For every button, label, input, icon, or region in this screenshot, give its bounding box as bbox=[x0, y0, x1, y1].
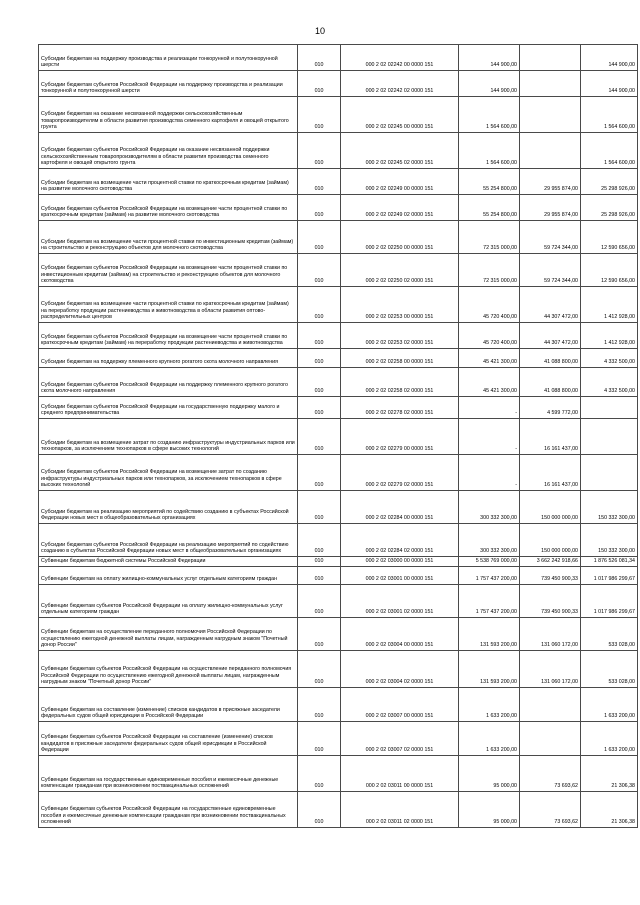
row-code-cell: 010 bbox=[298, 618, 341, 651]
row-name-cell: Субвенции бюджетам на оплату жилищно-коммунальных услуг отдельным категориям граждан bbox=[39, 567, 298, 585]
row-name-cell: Субвенции бюджетам на государственные единовременные пособия и ежемесячные денежные компенсации гражданам при возникновении поствакцинальных осложнений bbox=[39, 756, 298, 792]
row-kbk-cell: 000 2 02 02242 00 0000 151 bbox=[341, 45, 459, 71]
row-remaining-cell bbox=[581, 419, 638, 455]
row-remaining-cell: 144 900,00 bbox=[581, 71, 638, 97]
row-approved-cell: 144 900,00 bbox=[459, 71, 520, 97]
row-name-cell: Субсидии бюджетам на возмещение затрат по созданию инфраструктуры индустриальных парков или технопарков, за исключением технопарков в сфере высоких технологий bbox=[39, 419, 298, 455]
row-name-cell: Субсидии бюджетам на возмещение части процентной ставки по краткосрочным кредитам (займам) на переработку продукции растениеводства и животноводства в области развития оптово-распределительных центров bbox=[39, 287, 298, 323]
row-name-cell: Субсидии бюджетам субъектов Российской Федерации на поддержку производства и реализации тонкорунной и полутонкорунной шерсти bbox=[39, 71, 298, 97]
row-code-cell: 010 bbox=[298, 133, 341, 169]
row-kbk-cell: 000 2 02 02250 02 0000 151 bbox=[341, 254, 459, 287]
row-kbk-cell: 000 2 02 02253 02 0000 151 bbox=[341, 323, 459, 349]
row-kbk-cell: 000 2 02 03001 02 0000 151 bbox=[341, 585, 459, 618]
table-row bbox=[39, 323, 638, 349]
row-executed-cell: 739 450 900,33 bbox=[520, 567, 581, 585]
row-kbk-cell: 000 2 02 03011 02 0000 151 bbox=[341, 792, 459, 828]
row-approved-cell: 1 564 600,00 bbox=[459, 133, 520, 169]
row-kbk-cell: 000 2 02 02284 00 0000 151 bbox=[341, 491, 459, 524]
table-row bbox=[39, 419, 638, 455]
row-name-cell: Субсидии бюджетам субъектов Российской Федерации на возмещение затрат по созданию инфраструктуры индустриальных парков или технопарков, за исключением технопарков в сфере высоких технологий bbox=[39, 455, 298, 491]
row-name-cell: Субвенции бюджетам субъектов Российской Федерации на составление (изменение) списков кандидатов в присяжные заседатели федеральных судов общей юрисдикции в Российской Федерации bbox=[39, 722, 298, 756]
row-approved-cell: 5 538 769 000,00 bbox=[459, 557, 520, 567]
row-code-cell: 010 bbox=[298, 651, 341, 688]
row-kbk-cell: 000 2 02 02279 02 0000 151 bbox=[341, 455, 459, 491]
row-code-cell: 010 bbox=[298, 254, 341, 287]
row-remaining-cell: 533 028,00 bbox=[581, 618, 638, 651]
row-executed-cell: 150 000 000,00 bbox=[520, 524, 581, 557]
row-kbk-cell: 000 2 02 03007 00 0000 151 bbox=[341, 688, 459, 722]
table-row bbox=[39, 133, 638, 169]
row-code-cell: 010 bbox=[298, 349, 341, 368]
row-approved-cell: 45 421 300,00 bbox=[459, 368, 520, 397]
row-code-cell: 010 bbox=[298, 792, 341, 828]
row-code-cell: 010 bbox=[298, 323, 341, 349]
table-row bbox=[39, 618, 638, 651]
row-kbk-cell: 000 2 02 02249 02 0000 151 bbox=[341, 195, 459, 221]
row-remaining-cell: 144 900,00 bbox=[581, 45, 638, 71]
table-row bbox=[39, 397, 638, 419]
row-name-cell: Субсидии бюджетам субъектов Российской Федерации на поддержку племенного крупного рогатого скота молочного направления bbox=[39, 368, 298, 397]
row-name-cell: Субсидии бюджетам субъектов Российской Федерации на реализацию мероприятий по содействию созданию в субъектах Российской Федерации новых мест в общеобразовательных организациях bbox=[39, 524, 298, 557]
table-row bbox=[39, 557, 638, 567]
row-name-cell: Субсидии бюджетам на возмещение части процентной ставки по инвестиционным кредитам (займам) на строительство и реконструкцию объектов для молочного скотоводства bbox=[39, 221, 298, 254]
row-approved-cell: 1 633 200,00 bbox=[459, 722, 520, 756]
table-row bbox=[39, 195, 638, 221]
row-approved-cell: 55 254 800,00 bbox=[459, 169, 520, 195]
row-approved-cell: 1 633 200,00 bbox=[459, 688, 520, 722]
row-approved-cell: 45 421 300,00 bbox=[459, 349, 520, 368]
table-row bbox=[39, 169, 638, 195]
row-remaining-cell: 1 564 600,00 bbox=[581, 133, 638, 169]
row-remaining-cell: 21 306,38 bbox=[581, 792, 638, 828]
row-approved-cell: 55 254 800,00 bbox=[459, 195, 520, 221]
row-approved-cell: 95 000,00 bbox=[459, 756, 520, 792]
row-remaining-cell bbox=[581, 397, 638, 419]
table-row bbox=[39, 567, 638, 585]
row-code-cell: 010 bbox=[298, 524, 341, 557]
row-kbk-cell: 000 2 02 02250 00 0000 151 bbox=[341, 221, 459, 254]
table-row bbox=[39, 688, 638, 722]
row-executed-cell: 16 161 437,00 bbox=[520, 419, 581, 455]
row-kbk-cell: 000 2 02 03000 00 0000 151 bbox=[341, 557, 459, 567]
row-code-cell: 010 bbox=[298, 97, 341, 133]
row-executed-cell: 16 161 437,00 bbox=[520, 455, 581, 491]
row-code-cell: 010 bbox=[298, 585, 341, 618]
row-kbk-cell: 000 2 02 02249 00 0000 151 bbox=[341, 169, 459, 195]
row-approved-cell: - bbox=[459, 397, 520, 419]
row-executed-cell: 59 724 344,00 bbox=[520, 221, 581, 254]
row-remaining-cell: 4 332 500,00 bbox=[581, 368, 638, 397]
row-remaining-cell: 150 332 300,00 bbox=[581, 491, 638, 524]
row-code-cell: 010 bbox=[298, 195, 341, 221]
row-kbk-cell: 000 2 02 02278 02 0000 151 bbox=[341, 397, 459, 419]
row-executed-cell: 44 307 472,00 bbox=[520, 323, 581, 349]
table-row bbox=[39, 287, 638, 323]
table-row bbox=[39, 455, 638, 491]
row-code-cell: 010 bbox=[298, 455, 341, 491]
table-body bbox=[39, 45, 638, 828]
table-row bbox=[39, 71, 638, 97]
row-name-cell: Субсидии бюджетам субъектов Российской Федерации на возмещение части процентной ставки по краткосрочным кредитам (займам) на переработку продукции растениеводства и животноводства bbox=[39, 323, 298, 349]
row-name-cell: Субсидии бюджетам субъектов Российской Федерации на возмещение части процентной ставки по краткосрочным кредитам (займам) на развитие молочного скотоводства bbox=[39, 195, 298, 221]
row-approved-cell: 131 593 200,00 bbox=[459, 618, 520, 651]
table-row bbox=[39, 368, 638, 397]
row-executed-cell bbox=[520, 45, 581, 71]
row-kbk-cell: 000 2 02 03001 00 0000 151 bbox=[341, 567, 459, 585]
row-remaining-cell: 533 028,00 bbox=[581, 651, 638, 688]
row-kbk-cell: 000 2 02 02258 02 0000 151 bbox=[341, 368, 459, 397]
row-executed-cell: 29 955 874,00 bbox=[520, 169, 581, 195]
row-remaining-cell: 21 306,38 bbox=[581, 756, 638, 792]
table-row bbox=[39, 349, 638, 368]
row-approved-cell: 1 757 437 200,00 bbox=[459, 567, 520, 585]
row-approved-cell: 300 332 300,00 bbox=[459, 524, 520, 557]
row-name-cell: Субвенции бюджетам на осуществление переданного полномочия Российской Федерации по осуществлению ежегодной денежной выплаты лицам, награжденным нагрудным знаком "Почетный донор России" bbox=[39, 618, 298, 651]
row-approved-cell: 144 900,00 bbox=[459, 45, 520, 71]
row-remaining-cell: 1 633 200,00 bbox=[581, 688, 638, 722]
row-kbk-cell: 000 2 02 03004 00 0000 151 bbox=[341, 618, 459, 651]
row-code-cell: 010 bbox=[298, 169, 341, 195]
row-executed-cell: 44 307 472,00 bbox=[520, 287, 581, 323]
row-remaining-cell: 1 017 986 299,67 bbox=[581, 567, 638, 585]
row-kbk-cell: 000 2 02 02279 00 0000 151 bbox=[341, 419, 459, 455]
budget-execution-table bbox=[38, 44, 638, 828]
row-remaining-cell: 12 590 656,00 bbox=[581, 221, 638, 254]
row-executed-cell: 739 450 900,33 bbox=[520, 585, 581, 618]
table-row bbox=[39, 491, 638, 524]
row-executed-cell: 73 693,62 bbox=[520, 756, 581, 792]
row-kbk-cell: 000 2 02 02284 02 0000 151 bbox=[341, 524, 459, 557]
row-executed-cell: 29 955 874,00 bbox=[520, 195, 581, 221]
row-code-cell: 010 bbox=[298, 756, 341, 792]
row-code-cell: 010 bbox=[298, 397, 341, 419]
row-executed-cell: 3 662 242 918,66 bbox=[520, 557, 581, 567]
row-executed-cell: 73 693,62 bbox=[520, 792, 581, 828]
row-name-cell: Субвенции бюджетам бюджетной системы Российской Федерации bbox=[39, 557, 298, 567]
row-kbk-cell: 000 2 02 03007 02 0000 151 bbox=[341, 722, 459, 756]
row-remaining-cell: 25 298 926,00 bbox=[581, 169, 638, 195]
row-executed-cell: 41 088 800,00 bbox=[520, 349, 581, 368]
row-code-cell: 010 bbox=[298, 688, 341, 722]
row-name-cell: Субсидии бюджетам субъектов Российской Федерации на возмещение части процентной ставки по инвестиционным кредитам (займам) на строительство и реконструкцию объектов для молочного скотоводства bbox=[39, 254, 298, 287]
row-approved-cell: - bbox=[459, 455, 520, 491]
table-row bbox=[39, 792, 638, 828]
row-name-cell: Субсидии бюджетам на возмещение части процентной ставки по краткосрочным кредитам (займам) на развитие молочного скотоводства bbox=[39, 169, 298, 195]
row-name-cell: Субсидии бюджетам на поддержку племенного крупного рогатого скота молочного направления bbox=[39, 349, 298, 368]
row-code-cell: 010 bbox=[298, 722, 341, 756]
row-remaining-cell: 150 332 300,00 bbox=[581, 524, 638, 557]
row-executed-cell: 4 599 772,00 bbox=[520, 397, 581, 419]
row-executed-cell bbox=[520, 133, 581, 169]
table-row bbox=[39, 651, 638, 688]
row-executed-cell: 131 060 172,00 bbox=[520, 651, 581, 688]
table-row bbox=[39, 722, 638, 756]
table-row bbox=[39, 45, 638, 71]
row-code-cell: 010 bbox=[298, 45, 341, 71]
page-number: 10 bbox=[314, 26, 325, 36]
row-code-cell: 010 bbox=[298, 491, 341, 524]
row-executed-cell bbox=[520, 688, 581, 722]
row-remaining-cell: 12 590 656,00 bbox=[581, 254, 638, 287]
row-name-cell: Субсидии бюджетам на поддержку производства и реализации тонкорунной и полутонкорунной шерсти bbox=[39, 45, 298, 71]
row-kbk-cell: 000 2 02 02245 02 0000 151 bbox=[341, 133, 459, 169]
row-kbk-cell: 000 2 02 02258 00 0000 151 bbox=[341, 349, 459, 368]
row-remaining-cell: 1 876 526 081,34 bbox=[581, 557, 638, 567]
row-code-cell: 010 bbox=[298, 567, 341, 585]
row-executed-cell bbox=[520, 71, 581, 97]
row-code-cell: 010 bbox=[298, 419, 341, 455]
table-row bbox=[39, 221, 638, 254]
row-kbk-cell: 000 2 02 02253 00 0000 151 bbox=[341, 287, 459, 323]
row-name-cell: Субсидии бюджетам субъектов Российской Федерации на государственную поддержку малого и среднего предпринимательства bbox=[39, 397, 298, 419]
row-name-cell: Субсидии бюджетам на оказание несвязанной поддержки сельскохозяйственным товаропроизводителям в области развития производства семенного картофеля и овощей открытого грунта bbox=[39, 97, 298, 133]
row-executed-cell: 41 088 800,00 bbox=[520, 368, 581, 397]
row-executed-cell bbox=[520, 97, 581, 133]
table-row bbox=[39, 585, 638, 618]
row-remaining-cell: 1 412 928,00 bbox=[581, 287, 638, 323]
row-name-cell: Субвенции бюджетам субъектов Российской Федерации на осуществление переданного полномочия Российской Федерации по осуществлению ежегодной денежной выплаты лицам, награжденным нагрудным знаком "Почетный донор России" bbox=[39, 651, 298, 688]
row-kbk-cell: 000 2 02 02245 00 0000 151 bbox=[341, 97, 459, 133]
row-code-cell: 010 bbox=[298, 557, 341, 567]
row-remaining-cell: 25 298 926,00 bbox=[581, 195, 638, 221]
row-remaining-cell: 1 633 200,00 bbox=[581, 722, 638, 756]
row-kbk-cell: 000 2 02 03004 02 0000 151 bbox=[341, 651, 459, 688]
row-code-cell: 010 bbox=[298, 287, 341, 323]
row-name-cell: Субсидии бюджетам субъектов Российской Федерации на оказание несвязанной поддержки сельскохозяйственным товаропроизводителям в области развития производства семенного картофеля и овощей открытого грунта bbox=[39, 133, 298, 169]
row-name-cell: Субвенции бюджетам субъектов Российской Федерации на оплату жилищно-коммунальных услуг отдельным категориям граждан bbox=[39, 585, 298, 618]
row-executed-cell bbox=[520, 722, 581, 756]
row-code-cell: 010 bbox=[298, 221, 341, 254]
row-code-cell: 010 bbox=[298, 71, 341, 97]
row-approved-cell: 95 000,00 bbox=[459, 792, 520, 828]
row-approved-cell: 1 757 437 200,00 bbox=[459, 585, 520, 618]
row-name-cell: Субсидии бюджетам на реализацию мероприятий по содействию созданию в субъектах Российской Федерации новых мест в общеобразовательных организациях bbox=[39, 491, 298, 524]
row-executed-cell: 131 060 172,00 bbox=[520, 618, 581, 651]
row-executed-cell: 150 000 000,00 bbox=[520, 491, 581, 524]
row-approved-cell: - bbox=[459, 419, 520, 455]
row-remaining-cell: 1 564 600,00 bbox=[581, 97, 638, 133]
row-approved-cell: 1 564 600,00 bbox=[459, 97, 520, 133]
row-remaining-cell: 4 332 500,00 bbox=[581, 349, 638, 368]
row-executed-cell: 59 724 344,00 bbox=[520, 254, 581, 287]
row-remaining-cell: 1 017 986 299,67 bbox=[581, 585, 638, 618]
table-row bbox=[39, 254, 638, 287]
table-row bbox=[39, 524, 638, 557]
row-approved-cell: 300 332 300,00 bbox=[459, 491, 520, 524]
row-approved-cell: 131 593 200,00 bbox=[459, 651, 520, 688]
row-name-cell: Субвенции бюджетам на составление (изменение) списков кандидатов в присяжные заседатели федеральных судов общей юрисдикции в Российской Федерации bbox=[39, 688, 298, 722]
row-approved-cell: 72 315 000,00 bbox=[459, 221, 520, 254]
row-name-cell: Субвенции бюджетам субъектов Российской Федерации на государственные единовременные пособия и ежемесячные денежные компенсации гражданам при возникновении поствакцинальных осложнений bbox=[39, 792, 298, 828]
row-approved-cell: 45 720 400,00 bbox=[459, 287, 520, 323]
row-kbk-cell: 000 2 02 02242 02 0000 151 bbox=[341, 71, 459, 97]
row-remaining-cell: 1 412 928,00 bbox=[581, 323, 638, 349]
row-kbk-cell: 000 2 02 03011 00 0000 151 bbox=[341, 756, 459, 792]
row-code-cell: 010 bbox=[298, 368, 341, 397]
table-row bbox=[39, 97, 638, 133]
table-row bbox=[39, 756, 638, 792]
row-remaining-cell bbox=[581, 455, 638, 491]
row-approved-cell: 45 720 400,00 bbox=[459, 323, 520, 349]
row-approved-cell: 72 315 000,00 bbox=[459, 254, 520, 287]
